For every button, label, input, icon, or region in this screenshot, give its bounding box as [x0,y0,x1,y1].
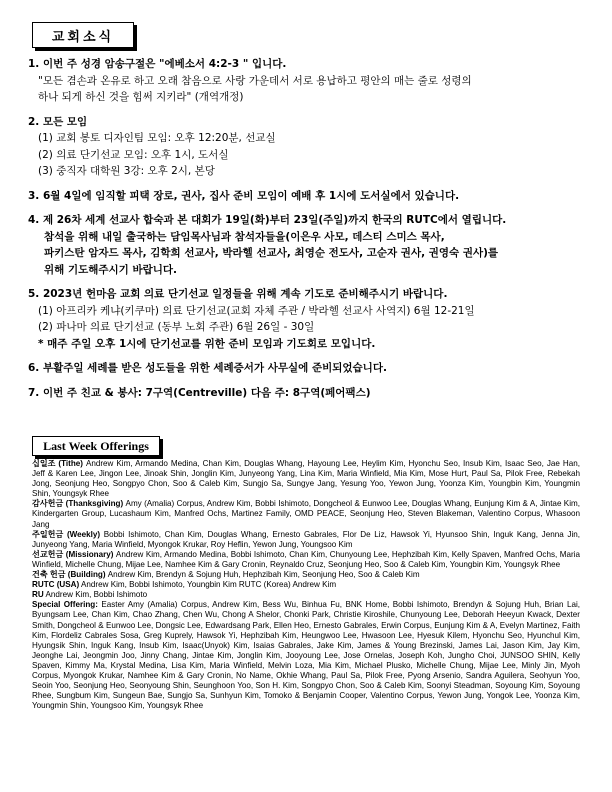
news-item-heading: 5. 2023년 헌마음 교회 의료 단기선교 일정들을 위해 계속 기도로 준비해주시기 바랍니다. [28,288,448,300]
offering-names: Amy (Amalia) Corpus, Andrew Kim, Bobbi Ishimoto, Dongcheol & Eunwoo Lee, Douglas Whang, Eunjung Kim & A, Jintae Kim, Kindergarten Group, Lucashaum Kim, Manfred Ochs, Martinez Family, OMD PEACE, Seonjung Heo, Steven Blakeman, Valentino Corpus, Whasoon Jang [32,499,580,529]
offering-label: 건축 헌금 (Building) [32,570,106,580]
offering-names: Bobbi Ishimoto, Chan Kim, Douglas Whang, Ernesto Gabrales, Flor De Liz, Hawsok Yi, Hyunsoo Shin, Inguk Kang, Jenna Jin, Junyeong Yang, Maria Winfield, Myongok Krukar, Roy Heflin, Yewon Jung, Youngsoo Kim [32,529,580,549]
offering-label: 십일조 (Tithe) [32,459,83,468]
offering-names: Andrew Kim, Bobbi Ishimoto, Youngbin Kim RUTC (Korea) Andrew Kim [79,580,337,590]
news-item [28,360,588,377]
offering-label: RUTC (USA) [32,580,80,590]
offering-entry [32,459,580,499]
offerings-list [32,459,580,711]
offering-label: 주일헌금 (Weekly) [32,529,101,539]
offering-entry [32,600,580,711]
offerings-title: Last Week Offerings [32,436,160,456]
offering-entry [32,580,580,590]
offering-names: Easter Amy (Amalia) Corpus, Andrew Kim, Bess Wu, Binhua Fu, BNK Home, Bobbi Ishimoto, Brendyn & Sojung Huh, Brian Lai, Byungsam Lee, Chan Kim, Chao Zhang, Chen Wu, Chong A Shelor, Chonki Park, Christie Kiroshile, Chunyoung Lee, Deborah Heeyun Kwack, Dexter Smith, Dongcheol & Eunwoo Lee, Dongsic Lee, Edwardsang Park, Ellen Heo, Ernesto Gabrales, Erwin Corpus, Eunjung Kim & A, Evelyn Martinez, Faith Kim, Flordeliz Cabrales Sosa, Greg Kuprely, Hawsok Yi, Hephzibah Kim, Heungwoo Lee, Hwasoon Lee, Hyesuk Kilem, Hyonchu Seo, Hyunchul Kim, Hyungsik Shin, Inguk Kang, Insub Kim, Isaac(Unyok) Kim, Isaias Gabrales, Jake Kim, James & Young Brezinski, James Lai, Jason Kim, Jay Kim, Jeonghe Lai, Jeongmin Joo, Jinny Chang, Jintae Kim, Jonglin Kim, Jooyoung Lee, Jose Ornelas, Joseph Koh, Jungho Choi, JUNSOO SHIN, Kelly Spaven, Kimmy Ma, Krystal Medina, Lisa Kim, Maria Winfield, Melvin Loza, Mia Kim, Michael Plusko, Michelle Chung, Mijae Lee, Minly Jin, Myoh Corpus, Myongok Krukar, Namhee Kim & Gary Cronin, No Name, Okhie Whang, Paul Sa, Pilok Free, Pyong Arsenio, Sandra Aguilera, Seohyun Yoo, Seoin Yoo, Seonjung Heo, Seonyoung Shin, Seunghoon Yoo, Son H. Kim, Songpyo Chon, Soo & Caleb Kim, Soonyi Steadman, Soyoung Kim, Soyoung Rhee, Sungbum Kim, Sungeun Bae, Sungjo Sa, Sunhyun Kim, Tomoko & Benjamin Cooper, Valentino Corpus, Yewon Jung, Yongok Lee, Yoonza Kim, Youngmin Shin, Youngsoo Kim, Youngsyk Rhee [32,600,580,711]
offering-entry [32,570,580,580]
offering-entry [32,590,580,600]
offering-entry [32,550,580,570]
news-item-line: 파키스탄 암자드 목사, 김학희 선교사, 박라헬 선교사, 최영순 전도사, 고순자 권사, 권영숙 권사)를 [44,247,499,259]
news-item-heading: 1. 이번 주 성경 암송구절은 "에베소서 4:2-3 " 입니다. [28,58,287,70]
news-item-line: 참석을 위해 내일 출국하는 담임목사님과 참석자들을(이은우 사모, 데스티 스미스 목사, [44,230,445,243]
news-item-heading: 2. 모든 모임 [28,115,88,128]
offering-names: Andrew Kim, Bobbi Ishimoto [43,590,148,600]
page-title: 교회소식 [32,22,134,48]
news-item [28,286,588,352]
offering-names: Andrew Kim, Brendyn & Sojung Huh, Hephzibah Kim, Seonjung Heo, Soo & Caleb Kim [105,570,420,580]
news-item-line: "모든 겸손과 온유로 하고 오래 참음으로 사랑 가운데서 서로 용납하고 평안의 매는 줄로 성령의 [38,74,472,87]
news-item-heading: 4. 제 26차 세계 선교사 합숙과 본 대회가 19일(화)부터 23일(주일)까지 한국의 RUTC에서 열립니다. [28,214,507,226]
news-item [28,188,588,205]
news-item-line: (3) 중직자 대학원 3강: 오후 2시, 본당 [38,165,215,177]
news-item-line: 하나 되게 하신 것을 힘써 지키라" (개역개정) [38,91,244,103]
news-item-heading: 7. 이번 주 친교 & 봉사: 7구역(Centreville) 다음 주: 8구역(페어팩스) [28,386,371,399]
offering-names: Andrew Kim, Armando Medina, Bobbi Ishimoto, Chan Kim, Chunyoung Lee, Hephzibah Kim, Kelly Spaven, Manfred Ochs, Maria Winfield, Michelle Chung, Mijae Lee, Namhee Kim & Gary Cronin, Reynaldo Cruz, Seonjung Heo, Soo & Caleb Kim, Youngbin Kim, Youngsyk Rhee [32,549,580,569]
news-item-line: 위해 기도해주시기 바랍니다. [44,263,178,276]
offering-label: RU [32,590,44,600]
offering-entry [32,530,580,550]
news-item [28,56,588,106]
news-item [28,212,588,278]
news-item-heading: 6. 부활주일 세례를 받은 성도들을 위한 세례증서가 사무실에 준비되었습니다. [28,362,387,374]
news-item-heading: 3. 6월 4일에 임직할 피택 장로, 권사, 집사 준비 모임이 예배 후 1시에 도서실에서 있습니다. [28,189,460,202]
news-item-line: (1) 교회 봉토 디자인팀 모임: 오후 12:20분, 선교실 [38,132,276,144]
offering-label: 감사헌금 (Thanksgiving) [32,499,124,509]
news-item [28,114,588,180]
offering-label: 선교헌금 (Missionary) [32,549,114,559]
news-item-line: * 매주 주일 오후 1시에 단기선교를 위한 준비 모임과 기도회로 모입니다. [38,337,376,350]
news-item-line: (1) 아프리카 케냐(키쿠마) 의료 단기선교(교회 자체 주관 / 박라헬 선교사 사역지) 6월 12-21일 [38,304,475,317]
news-item [28,385,588,402]
offering-entry [32,499,580,529]
offering-label: Special Offering: [32,600,98,610]
offering-names: Andrew Kim, Armando Medina, Chan Kim, Douglas Whang, Hayoung Lee, Heylim Kim, Hyonchu Seo, Insub Kim, Isaac Seo, Jae Han, Jeff & Karen Lee, Jingon Lee, Jinoak Shin, Jonglin Kim, Junyeong Yang, Lina Kim, Maria Winfield, Mia Kim, Mose Hurt, Paul Sa, Pilok Free, Rebekah Jong, Seonjung Heo, Songpyo Chon, Soo & Caleb Kim, Sungjo Sa, Sungye Jang, Yesung Yoo, Yewon Jung, Yoonza Kim, Youngbin Kim, Youngmin Shin, Youngsyk Rhee [32,459,580,499]
news-item-line: (2) 의료 단기선교 모임: 오후 1시, 도서실 [38,148,229,161]
news-item-line: (2) 파나마 의료 단기선교 (동부 노회 주관) 6월 26일 - 30일 [38,321,315,333]
church-news-list [28,56,588,401]
